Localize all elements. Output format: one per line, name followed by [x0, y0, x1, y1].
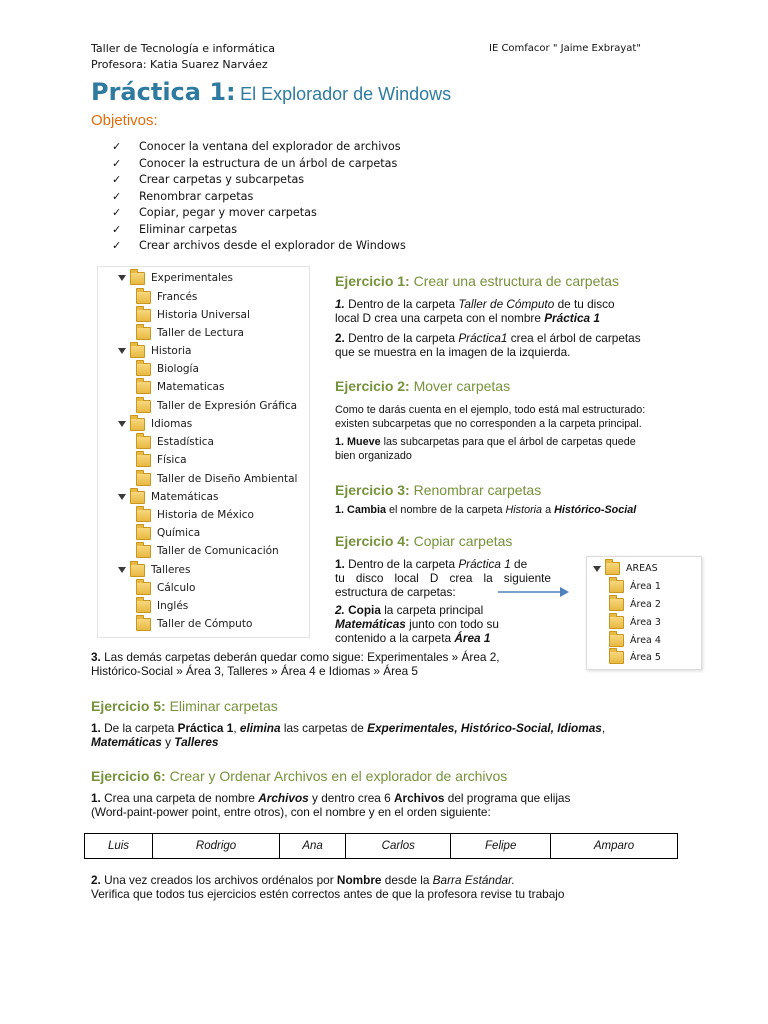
- tree-node: Taller de Lectura: [136, 324, 244, 342]
- ejercicio-1-heading: Ejercicio 1: Crear una estructura de carpetas: [335, 273, 620, 289]
- tree-node: Área 4: [609, 632, 661, 650]
- arrow-right-icon: [498, 585, 570, 599]
- tree-node: Taller de Diseño Ambiental: [136, 470, 297, 488]
- course-name: Taller de Tecnología e informática: [91, 42, 276, 55]
- ejercicio-4-step-2: 2. Copia la carpeta principal Matemáticas junto con todo su contenido a la carpeta Área 1: [335, 603, 499, 645]
- tree-node-areas: AREAS: [593, 560, 658, 578]
- objetivo-item: ✓ Renombrar carpetas: [112, 189, 406, 206]
- folder-icon: [609, 598, 624, 611]
- tree-node: Matematicas: [136, 378, 224, 396]
- page-title: [91, 78, 451, 106]
- folder-icon: [609, 616, 624, 629]
- tree-node: Francés: [136, 288, 197, 306]
- folder-icon: [136, 327, 151, 340]
- check-icon: ✓: [112, 239, 122, 252]
- ejercicio-2-step: 1. Mueve las subcarpetas para que el árbol de carpetas quede bien organizado: [335, 436, 636, 462]
- ejercicio-4-step-1: 1. Dentro de la carpeta Práctica 1 de tu disco local D crea la siguiente estructura de carpetas:: [335, 557, 551, 599]
- ejercicio-6-heading: Ejercicio 6: Crear y Ordenar Archivos en el explorador de archivos: [91, 768, 508, 784]
- tree-node: Área 1: [609, 578, 661, 596]
- expand-triangle-icon: [593, 566, 601, 572]
- tree-node: Historia Universal: [136, 306, 250, 324]
- tree-node: Estadística: [136, 433, 214, 451]
- ejercicio-2-intro: Como te darás cuenta en el ejemplo, todo está mal estructurado: existen subcarpetas que no corresponden a la carpeta principal.: [335, 404, 646, 430]
- header-info: [91, 41, 275, 73]
- ejercicio-5-heading: Ejercicio 5: Eliminar carpetas: [91, 698, 278, 714]
- tree-node: Inglés: [136, 597, 188, 615]
- folder-icon: [136, 600, 151, 613]
- folder-icon: [130, 564, 145, 577]
- expand-triangle-icon: [118, 275, 126, 281]
- folder-icon: [605, 562, 620, 575]
- ejercicio-1-step-2: 2. Dentro de la carpeta Práctica1 crea el árbol de carpetas que se muestra en la imagen de la izquierda.: [335, 331, 641, 359]
- objetivo-item: ✓ Conocer la estructura de un árbol de carpetas: [112, 156, 406, 173]
- school-name: IE Comfacor " Jaime Exbrayat": [489, 43, 641, 54]
- tree-node: Historia de México: [136, 506, 254, 524]
- tree-node-experimentales: Experimentales: [118, 269, 233, 287]
- check-icon: ✓: [112, 206, 122, 219]
- ejercicio-4-heading: Ejercicio 4: Copiar carpetas: [335, 533, 513, 549]
- ejercicio-6-step-1: 1. Crea una carpeta de nombre Archivos y dentro crea 6 Archivos del programa que elijas (Word-paint-power point, entre otros), con el nombre y en el orden siguiente:: [91, 791, 571, 819]
- folder-icon: [136, 582, 151, 595]
- ejercicio-3-heading: Ejercicio 3: Renombrar carpetas: [335, 482, 542, 498]
- folder-icon: [136, 363, 151, 376]
- folder-icon: [130, 345, 145, 358]
- folder-icon: [130, 272, 145, 285]
- tree-node: Taller de Cómputo: [136, 615, 252, 633]
- check-icon: ✓: [112, 222, 122, 236]
- folder-icon: [136, 545, 151, 558]
- folder-icon: [136, 618, 151, 631]
- folder-icon: [136, 509, 151, 522]
- objetivo-item: ✓ Crear archivos desde el explorador de Windows: [112, 238, 406, 255]
- file-names-table: [84, 833, 678, 859]
- table-cell: Carlos: [346, 834, 451, 859]
- ejercicio-3-step: 1. Cambia el nombre de la carpeta Historia a Histórico-Social: [335, 504, 637, 516]
- folder-icon: [136, 436, 151, 449]
- tree-node-historia: Historia: [118, 342, 192, 360]
- folder-icon: [136, 473, 151, 486]
- table-cell: Ana: [280, 834, 346, 859]
- folder-icon: [130, 491, 145, 504]
- objetivos-heading: Objetivos:: [91, 112, 158, 129]
- folder-icon: [609, 580, 624, 593]
- objetivo-item: ✓ Crear carpetas y subcarpetas: [112, 172, 406, 189]
- ejercicio-4-step-3: 3. Las demás carpetas deberán quedar como sigue: Experimentales » Área 2, Histórico-Social » Área 3, Talleres » Área 4 e Idiomas » Área 5: [91, 650, 500, 678]
- table-row: [85, 834, 678, 859]
- table-cell: Amparo: [550, 834, 677, 859]
- title-practica: Práctica 1:: [91, 78, 236, 106]
- tree-node: Taller de Comunicación: [136, 542, 279, 560]
- expand-triangle-icon: [118, 348, 126, 354]
- ejercicio-6-step-2: 2. Una vez creados los archivos ordénalos por Nombre desde la Barra Estándar. Verifica que todos tus ejercicios estén correctos antes de que la profesora revise tu trabajo: [91, 873, 565, 901]
- check-icon: ✓: [112, 173, 122, 186]
- check-icon: ✓: [112, 140, 122, 153]
- folder-icon: [136, 400, 151, 413]
- tree-node: Área 3: [609, 614, 661, 632]
- folder-tree-image: [97, 266, 310, 638]
- folder-icon: [136, 381, 151, 394]
- tree-node: Cálculo: [136, 579, 195, 597]
- tree-node-talleres: Talleres: [118, 561, 190, 579]
- objetivos-list: [112, 139, 406, 255]
- check-icon: ✓: [112, 189, 122, 203]
- folder-icon: [136, 291, 151, 304]
- objetivo-item: ✓ Conocer la ventana del explorador de archivos: [112, 139, 406, 156]
- tree-node-matematicas: Matemáticas: [118, 488, 218, 506]
- ejercicio-5-step: 1. De la carpeta Práctica 1, elimina las carpetas de Experimentales, Histórico-Social, Idiomas, Matemáticas y Talleres: [91, 721, 606, 749]
- expand-triangle-icon: [118, 567, 126, 573]
- check-icon: ✓: [112, 156, 122, 170]
- expand-triangle-icon: [118, 494, 126, 500]
- table-cell: Rodrigo: [153, 834, 280, 859]
- tree-node: Área 2: [609, 596, 661, 614]
- ejercicio-2-heading: Ejercicio 2: Mover carpetas: [335, 378, 511, 394]
- folder-icon: [136, 454, 151, 467]
- tree-node: Área 5: [609, 649, 661, 667]
- ejercicio-1-step-1: 1. Dentro de la carpeta Taller de Cómputo de tu disco local D crea una carpeta con el nombre Práctica 1: [335, 297, 615, 325]
- table-cell: Felipe: [451, 834, 550, 859]
- folder-icon: [609, 634, 624, 647]
- tree-node: Química: [136, 524, 200, 542]
- tree-node-idiomas: Idiomas: [118, 415, 192, 433]
- title-subtitle: El Explorador de Windows: [240, 84, 452, 104]
- table-cell: Luis: [85, 834, 153, 859]
- tree-node: Taller de Expresión Gráfica: [136, 397, 297, 415]
- expand-triangle-icon: [118, 421, 126, 427]
- folder-icon: [136, 527, 151, 540]
- tree-node: Biología: [136, 360, 199, 378]
- teacher-name: Profesora: Katia Suarez Narváez: [91, 58, 268, 71]
- folder-icon: [136, 309, 151, 322]
- folder-icon: [130, 418, 145, 431]
- tree-node: Física: [136, 451, 187, 469]
- objetivo-item: ✓ Eliminar carpetas: [112, 222, 406, 239]
- objetivo-item: ✓ Copiar, pegar y mover carpetas: [112, 205, 406, 222]
